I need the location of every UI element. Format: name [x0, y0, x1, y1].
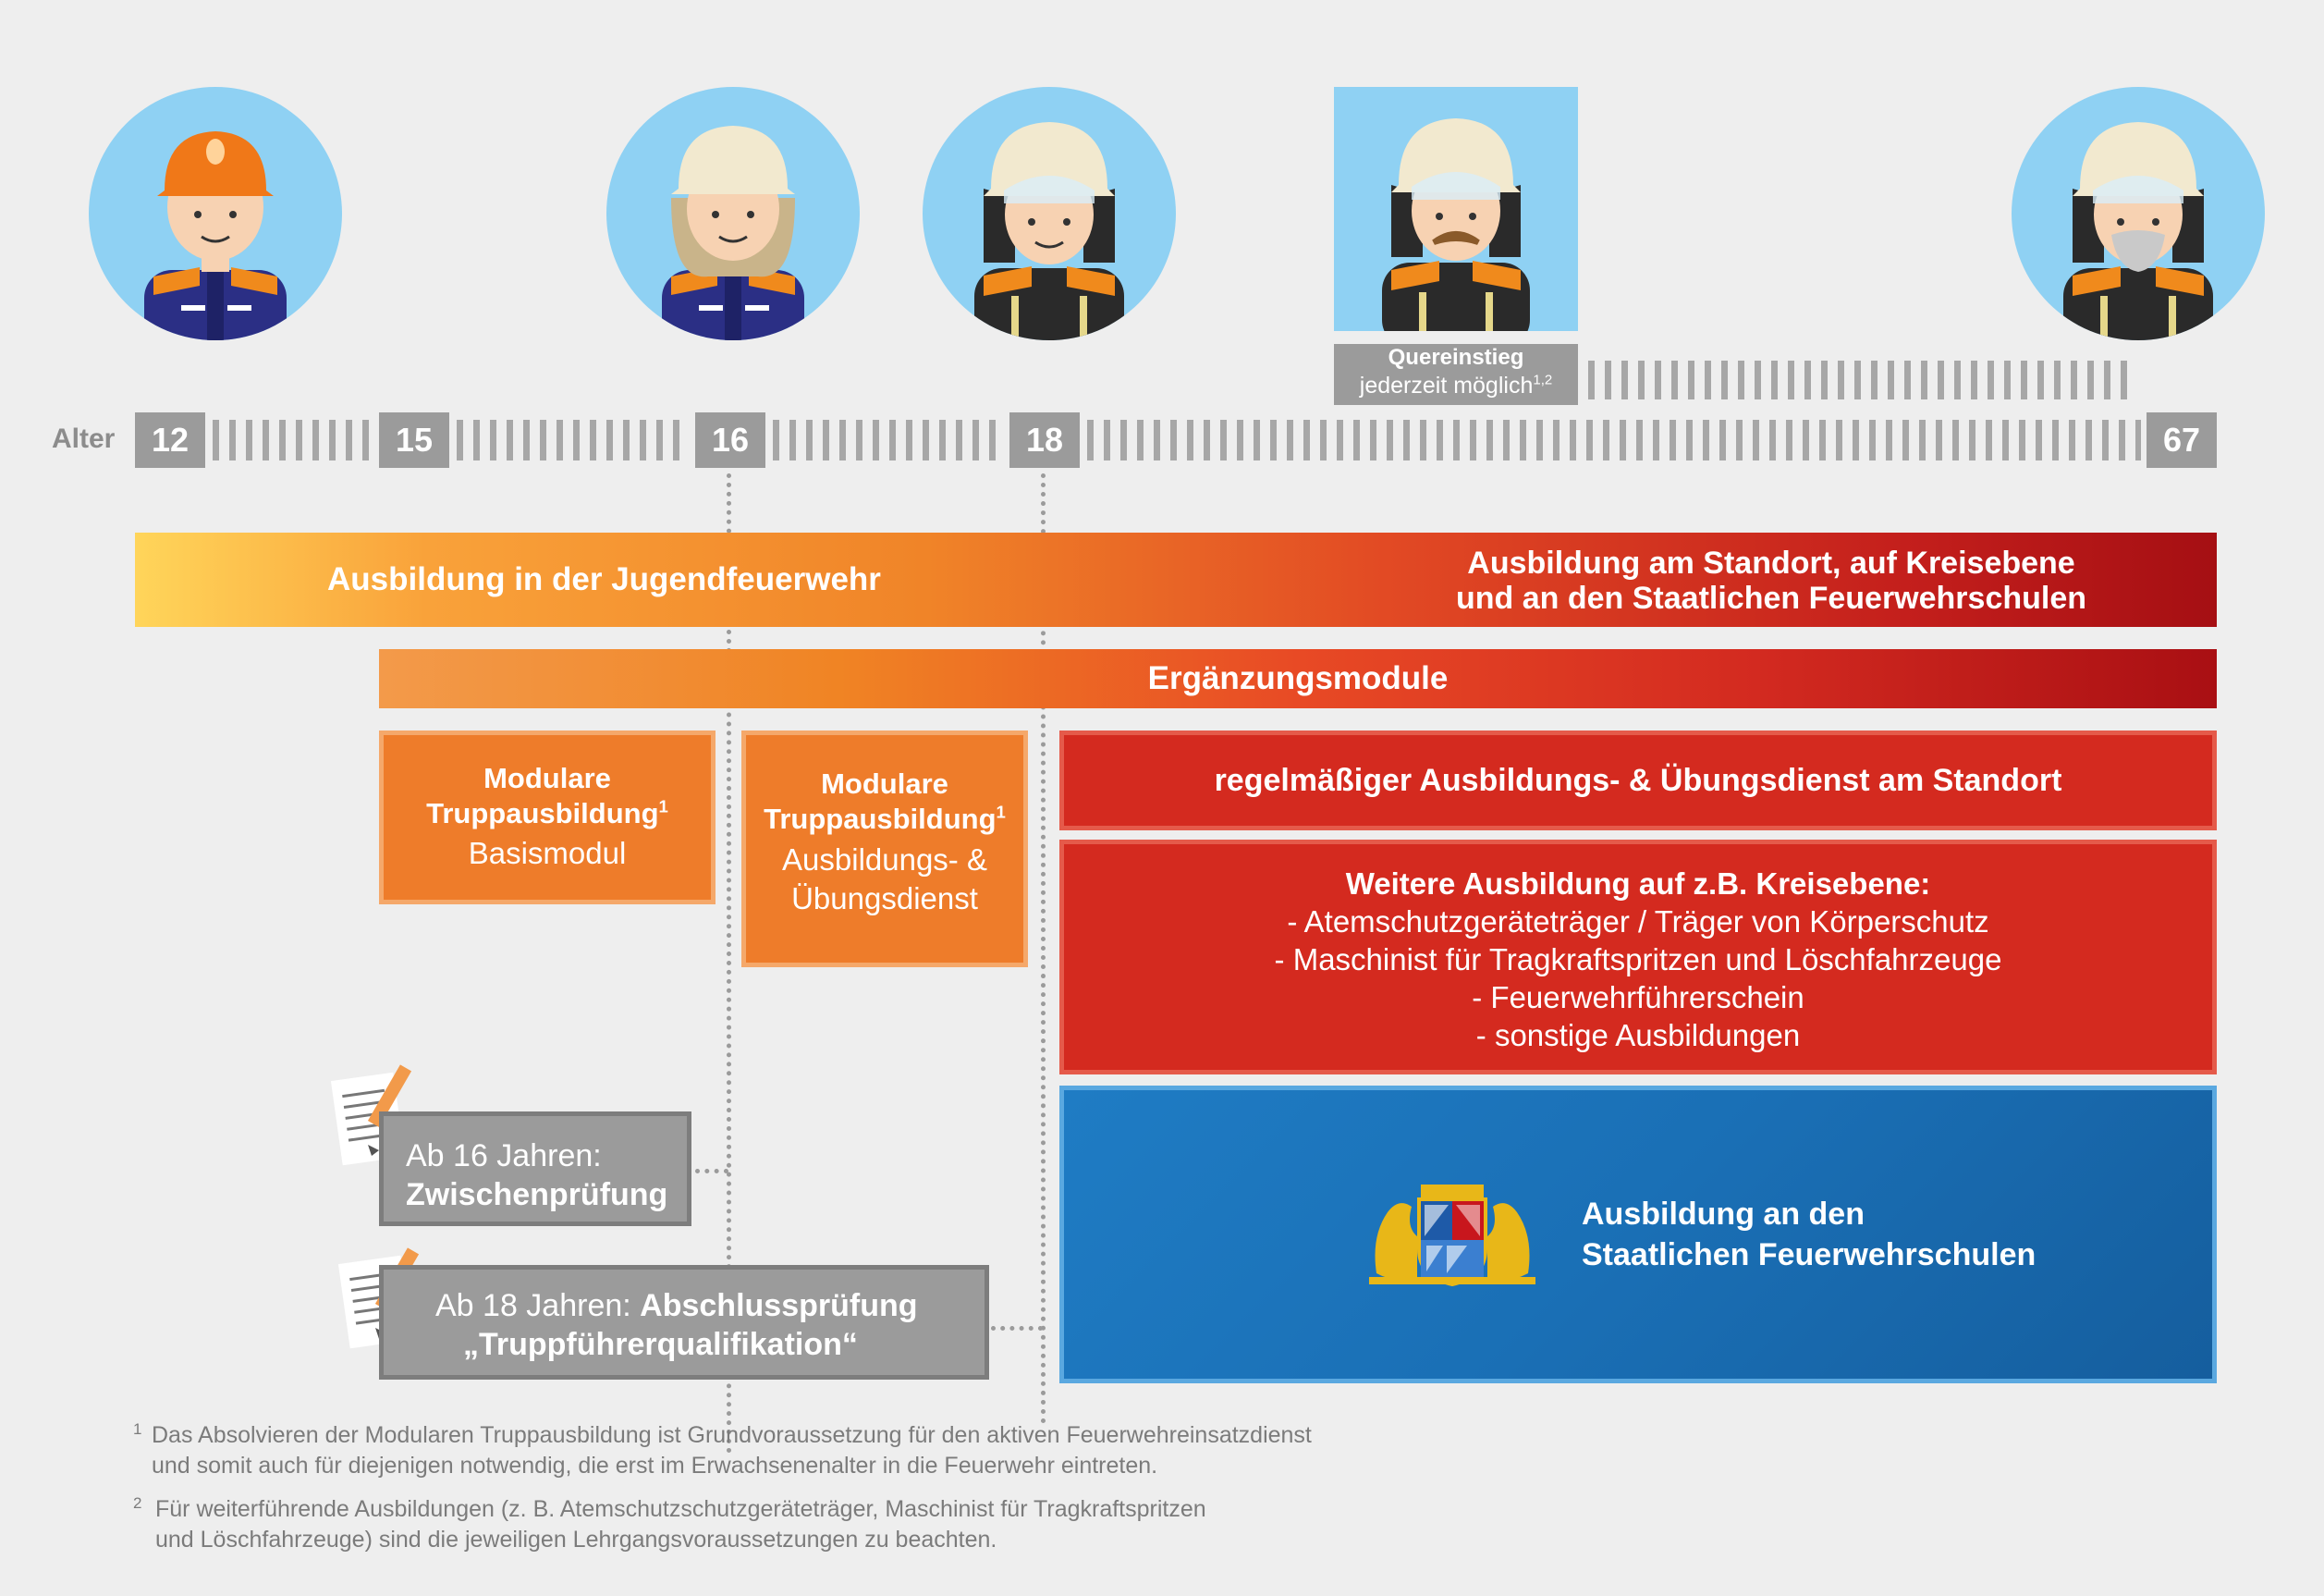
basis-title1: Modulare: [483, 762, 611, 794]
abschluss-prefix: Ab 18 Jahren:: [435, 1288, 641, 1323]
standort-label-line2: und an den Staatlichen Feuerwehrschulen: [1455, 581, 2087, 616]
firefighter-adult-avatar: [923, 87, 1176, 340]
quereinstieg-ticks: [1588, 361, 2137, 399]
age-16: 16: [695, 412, 765, 468]
basis-sup: 1: [658, 796, 668, 816]
uebung-sub2: Übungsdienst: [791, 881, 978, 915]
age-12: 12: [135, 412, 205, 468]
weitere-ausbildung-title: Weitere Ausbildung auf z.B. Kreisebene:: [1345, 866, 1931, 901]
firefighter-child-avatar: [89, 87, 342, 340]
regelmaessiger-dienst-label: regelmäßiger Ausbildungs- & Übungsdienst am Standort: [1214, 762, 2062, 798]
footnote-1-line2: und somit auch für diejenigen notwendig, die erst im Erwachsenenalter in die Feuerwehr eintreten.: [152, 1453, 1158, 1479]
timeline-ticks: [773, 420, 1004, 460]
quereinstieg-sup: 1,2: [1533, 372, 1553, 388]
feuerwehrschulen-line1: Ausbildung an den: [1582, 1197, 1865, 1232]
standort-label-line1: Ausbildung am Standort, auf Kreisebene: [1467, 546, 2075, 581]
firefighter-mustache-avatar: [1334, 87, 1578, 331]
footnote-1-line1: Das Absolvieren der Modularen Truppausbildung ist Grundvoraussetzung für den aktiven Feuerwehreinsatzdienst: [152, 1422, 1312, 1448]
ergaenzungsmodule-bar: [379, 649, 2217, 708]
feuerwehrschulen-line2: Staatlichen Feuerwehrschulen: [1582, 1237, 2037, 1272]
truppausbildung-uebungsdienst: [741, 730, 1028, 967]
uebung-title1: Modulare: [821, 767, 948, 800]
timeline-ticks: [213, 420, 372, 460]
weitere-item: - Atemschutzgeräteträger / Träger von Körperschutz: [1287, 904, 1989, 939]
weitere-item: - sonstige Ausbildungen: [1475, 1018, 1801, 1052]
bavarian-coat-of-arms-icon: [1365, 1181, 1539, 1288]
zwischenpruefung-box: [379, 1111, 691, 1226]
age-18: 18: [1009, 412, 1080, 468]
basis-sub: Basismodul: [468, 836, 627, 870]
regelmaessiger-dienst-box: [1059, 730, 2217, 830]
ergaenzungsmodule-label: Ergänzungsmodule: [1147, 660, 1449, 696]
weitere-ausbildung-box: [1059, 840, 2217, 1074]
zwischenpruefung-line2: Zwischenprüfung: [406, 1177, 668, 1212]
abschlusspruefung-box: [379, 1265, 989, 1380]
truppausbildung-basismodul: [379, 730, 716, 904]
weitere-item: - Feuerwehrführerschein: [1472, 980, 1804, 1014]
uebung-sub1: Ausbildungs- &: [782, 842, 987, 877]
timeline-label: Alter: [52, 424, 116, 454]
uebung-title2: Truppausbildung: [764, 803, 997, 835]
footnote-1-mark: 1: [133, 1420, 142, 1438]
quereinstieg-label: [1334, 344, 1578, 405]
quereinstieg-line2: jederzeit möglich: [1359, 373, 1534, 399]
firefighter-senior-avatar: [2012, 87, 2265, 340]
feuerwehrschulen-box: [1059, 1086, 2217, 1383]
abschluss-connector: [991, 1326, 1043, 1331]
age-67: 67: [2147, 412, 2217, 468]
quereinstieg-line1: Quereinstieg: [1388, 345, 1524, 370]
weitere-item: - Maschinist für Tragkraftspritzen und Löschfahrzeuge: [1274, 942, 2002, 976]
footnote-2-line1: Für weiterführende Ausbildungen (z. B. Atemschutzschutzgeräteträger, Maschinist für Tragkraftspritzen: [155, 1496, 1206, 1522]
footnote-2-line2: und Löschfahrzeuge) sind die jeweiligen Lehrgangsvoraussetzungen zu beachten.: [155, 1527, 997, 1553]
firefighter-teen-avatar: [606, 87, 860, 340]
zwischenpruefung-line1: Ab 16 Jahren:: [406, 1138, 602, 1173]
ausbildung-bar: [135, 533, 2217, 627]
jugendfeuerwehr-label: Ausbildung in der Jugendfeuerwehr: [327, 561, 881, 597]
basis-title2: Truppausbildung: [426, 797, 659, 829]
abschluss-bold: Abschlussprüfung: [640, 1288, 918, 1323]
uebung-sup: 1: [996, 802, 1006, 822]
zwischen-connector: [695, 1169, 728, 1173]
footnote-1: [152, 1420, 1312, 1481]
footnote-2-mark: 2: [133, 1494, 142, 1512]
footnote-2: [155, 1494, 1206, 1555]
timeline-ticks: [1087, 420, 2141, 460]
age-15: 15: [379, 412, 449, 468]
abschluss-line2: „Truppführerqualifikation“: [463, 1327, 858, 1362]
timeline-ticks: [457, 420, 690, 460]
